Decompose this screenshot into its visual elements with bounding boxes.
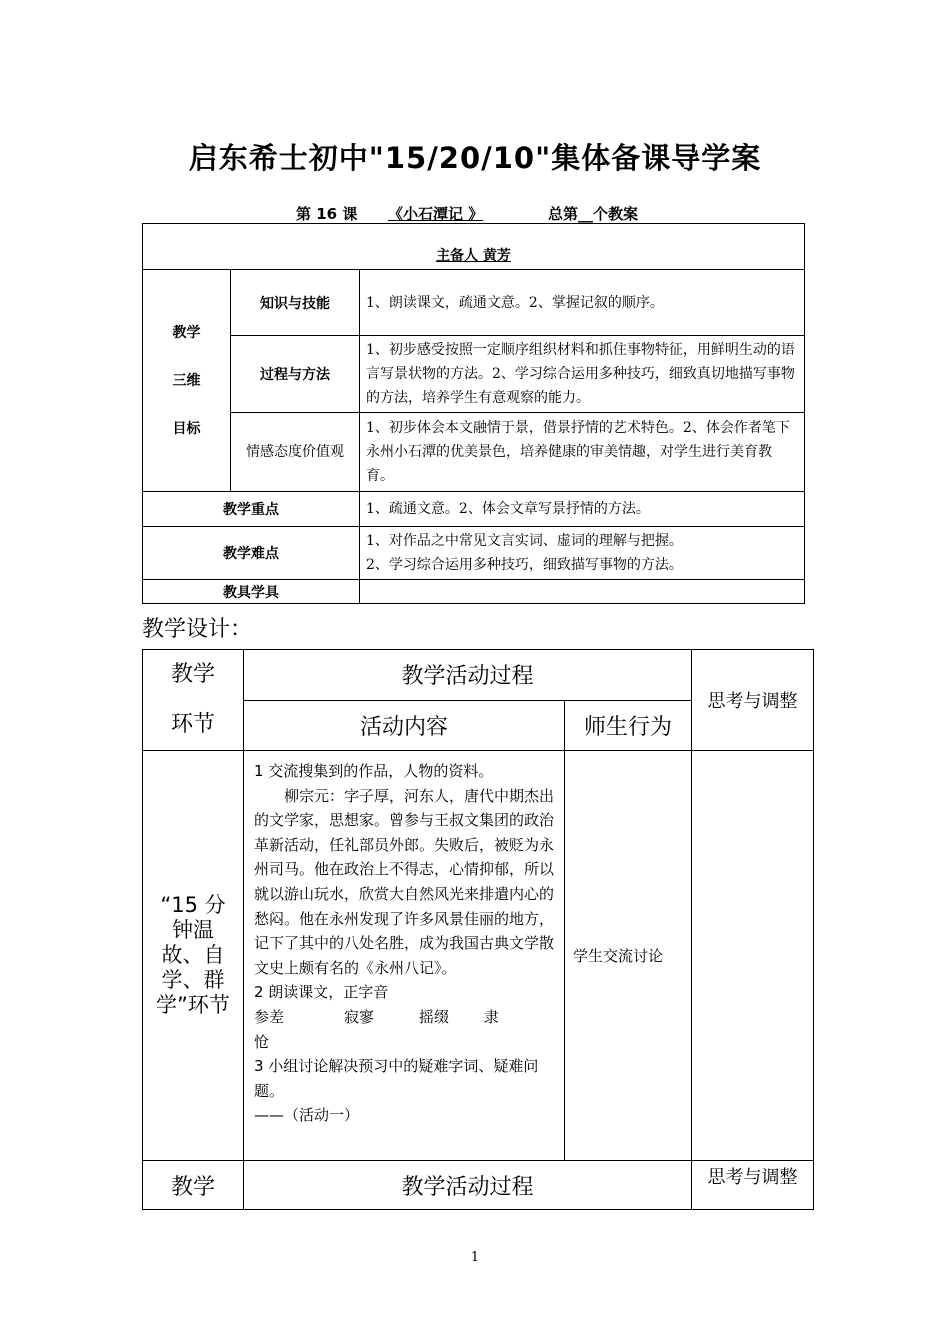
page-title: 启东希士初中"15/20/10"集体备课导学案 [188, 141, 762, 175]
reflect-header: 思考与调整 [692, 650, 814, 751]
page-number: 1 [470, 1250, 480, 1265]
reflect-cell [692, 751, 814, 1161]
goals-table [142, 223, 805, 604]
lesson-number: 第 16 课 [296, 205, 358, 223]
tools-label: 教具学具 [143, 580, 360, 604]
behavior-header: 师生行为 [565, 700, 692, 751]
difficulties-label: 教学难点 [143, 527, 360, 580]
activity-content: 1 交流搜集到的作品，人物的资料。 柳宗元：字子厚，河东人，唐代中期杰出的文学家，思想家。曾参与王叔文集团的政治革新活动，任礼部员外郎。失败后，被贬为永州司马。他在政治上不得志，心情抑郁，所以就以游山玩水，欣赏大自然风光来排遣内心的愁闷。他在永州发现了许多风景佳丽的地方，记下了其中的八处名胜，成为我国古典文学散文史上颇有名的《永州八记》。 2 朗读课文，正字音 参差 寂寥 摇缀 隶 怆 3 小组讨论解决预习中的疑难字词、疑难问题。 ——（活动一） [244, 751, 565, 1161]
reflect-header-2: 思考与调整 [692, 1161, 814, 1210]
behavior-cell: 学生交流讨论 [565, 751, 692, 1161]
goal-text-process: 1、初步感受按照一定顺序组织材料和抓住事物特征，用鲜明生动的语言写景状物的方法。2、学习综合运用多种技巧，细致真切地描写事物的方法，培养学生有意观察的能力。 [360, 336, 805, 413]
tools-text [360, 580, 805, 604]
stage-header: 教学 环节 [143, 650, 244, 751]
difficulties-text: 1、对作品之中常见文言实词、虚词的理解与把握。 2、学习综合运用多种技巧，细致描写事物的方法。 [360, 527, 805, 580]
goal-label-knowledge: 知识与技能 [231, 270, 360, 336]
stage-cell: “15 分钟温故、自学、群学”环节 [143, 751, 244, 1161]
lesson-total: 总第__个教案 [548, 205, 639, 223]
goals-label: 教学 三维 目标 [143, 270, 231, 492]
goal-text-emotion: 1、初步体会本文融情于景，借景抒情的艺术特色。2、体会作者笔下永州小石潭的优美景色，培养健康的审美情趣，对学生进行美育教育。 [360, 413, 805, 492]
lesson-title: 《小石潭记 》 [388, 205, 484, 223]
key-points-label: 教学重点 [143, 492, 360, 527]
preparer: 主备人 黄芳 [436, 248, 511, 264]
stage-header-2: 教学 [143, 1161, 244, 1210]
key-points-text: 1、疏通文意。2、体会文章写景抒情的方法。 [360, 492, 805, 527]
content-header: 活动内容 [244, 700, 565, 751]
goal-text-knowledge: 1、朗读课文，疏通文意。2、掌握记叙的顺序。 [360, 270, 805, 336]
process-header: 教学活动过程 [244, 650, 692, 701]
goal-label-process: 过程与方法 [231, 336, 360, 413]
goal-label-emotion: 情感态度价值观 [231, 413, 360, 492]
design-table [142, 649, 814, 1210]
process-header-2: 教学活动过程 [244, 1161, 692, 1210]
design-heading: 教学设计： [142, 617, 253, 642]
